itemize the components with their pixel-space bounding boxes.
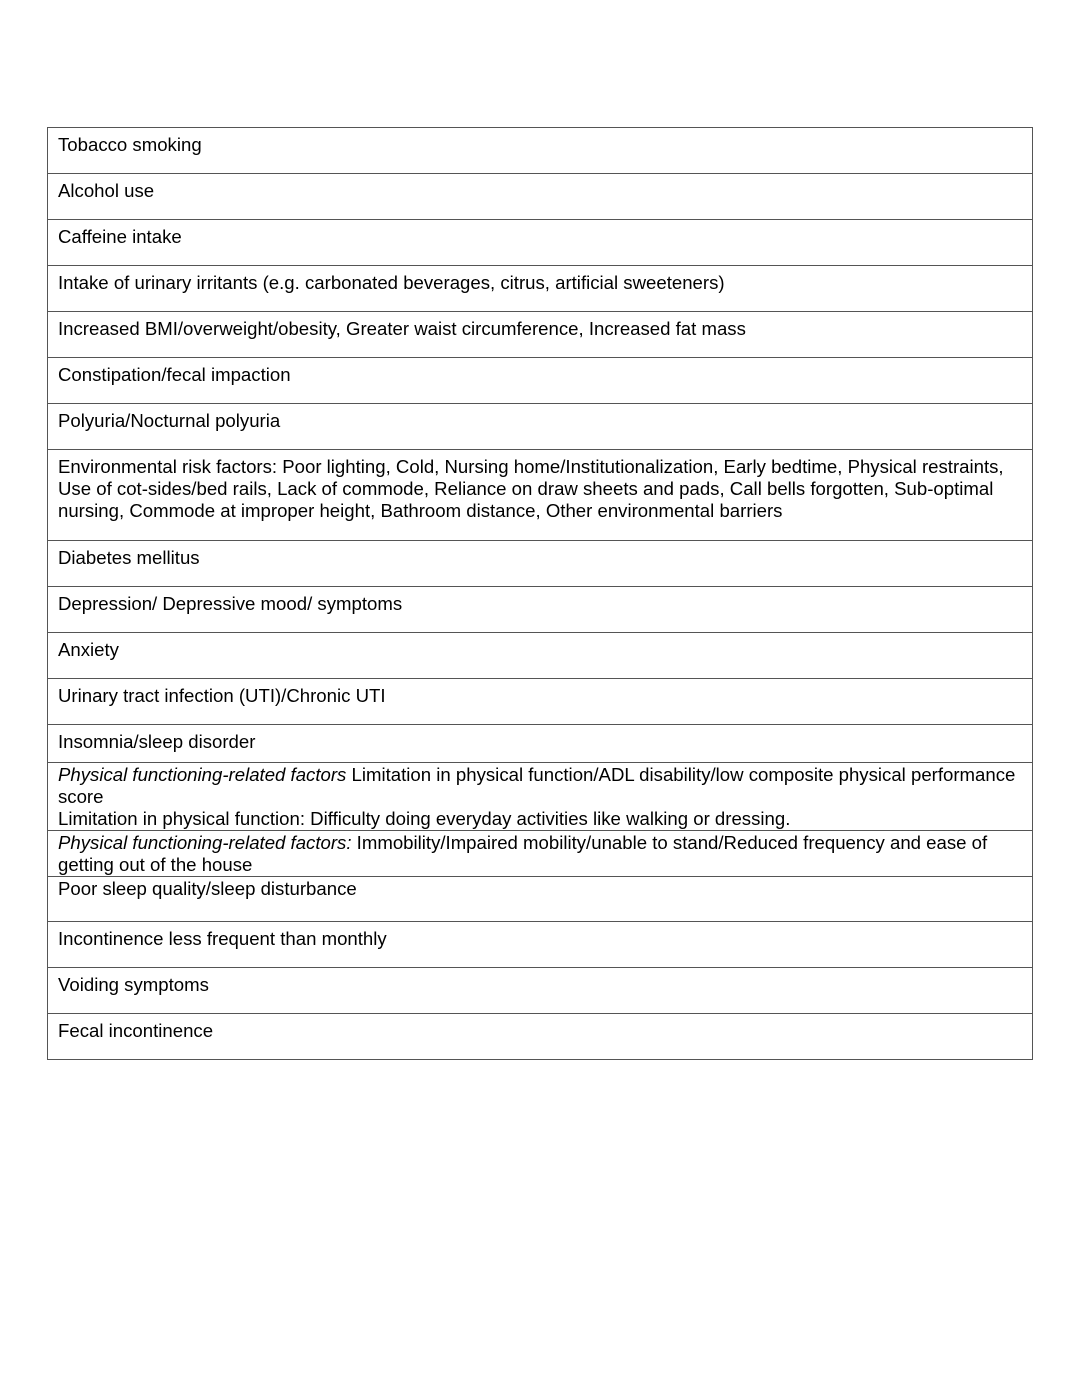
table-cell-depression: Depression/ Depressive mood/ symptoms: [48, 587, 1033, 633]
table-cell-mobility: [48, 831, 1033, 877]
cell-text: Limitation in physical function/ADL disability/low composite physical performance score: [58, 764, 1016, 807]
italic-prefix: Physical functioning-related factors:: [58, 832, 352, 853]
table-row: [48, 922, 1033, 968]
italic-prefix: Physical functioning-related factors: [58, 764, 347, 785]
table-cell-poor-sleep: Poor sleep quality/sleep disturbance: [48, 877, 1033, 922]
cell-text: Immobility/Impaired mobility/unable to stand/Reduced frequency and ease of getting out of the house: [58, 832, 988, 875]
table-row: [48, 404, 1033, 450]
table-row: [48, 312, 1033, 358]
table-row: [48, 763, 1033, 831]
table-cell-uti: Urinary tract infection (UTI)/Chronic UTI: [48, 679, 1033, 725]
table-cell-polyuria: Polyuria/Nocturnal polyuria: [48, 404, 1033, 450]
table-row: [48, 266, 1033, 312]
table-row: [48, 541, 1033, 587]
risk-factors-table: [47, 127, 1033, 1060]
table-cell-alcohol: Alcohol use: [48, 174, 1033, 220]
table-row: [48, 220, 1033, 266]
table-cell-bmi: Increased BMI/overweight/obesity, Greater waist circumference, Increased fat mass: [48, 312, 1033, 358]
table-row: [48, 679, 1033, 725]
table-cell-voiding: Voiding symptoms: [48, 968, 1033, 1014]
table-cell-diabetes: Diabetes mellitus: [48, 541, 1033, 587]
table-cell-fecal-incontinence: Fecal incontinence: [48, 1014, 1033, 1060]
table-cell-anxiety: Anxiety: [48, 633, 1033, 679]
table-cell-caffeine: Caffeine intake: [48, 220, 1033, 266]
table-row: [48, 450, 1033, 541]
table-cell-urinary-irritants: Intake of urinary irritants (e.g. carbonated beverages, citrus, artificial sweeteners): [48, 266, 1033, 312]
table-row: [48, 587, 1033, 633]
table-row: [48, 128, 1033, 174]
table-cell-incontinence-monthly: Incontinence less frequent than monthly: [48, 922, 1033, 968]
table-row: [48, 633, 1033, 679]
table-row: [48, 1014, 1033, 1060]
table-cell-tobacco: Tobacco smoking: [48, 128, 1033, 174]
table-row: [48, 725, 1033, 763]
table-row: [48, 174, 1033, 220]
cell-second-line: Limitation in physical function: Difficulty doing everyday activities like walking or dressing.: [58, 808, 791, 829]
table-row: [48, 831, 1033, 877]
table-row: [48, 358, 1033, 404]
table-cell-constipation: Constipation/fecal impaction: [48, 358, 1033, 404]
table-cell-insomnia: Insomnia/sleep disorder: [48, 725, 1033, 763]
table-cell-physical-function: [48, 763, 1033, 831]
table-row: [48, 968, 1033, 1014]
table-cell-environmental: Environmental risk factors: Poor lighting, Cold, Nursing home/Institutionalization, Early bedtime, Physical restraints, Use of cot-sides/bed rails, Lack of commode, Reliance on draw sheets and pads, Call bells forgotten, Sub-optimal nursing, Commode at improper height, Bathroom distance, Other environmental barriers: [48, 450, 1033, 541]
table-row: [48, 877, 1033, 922]
